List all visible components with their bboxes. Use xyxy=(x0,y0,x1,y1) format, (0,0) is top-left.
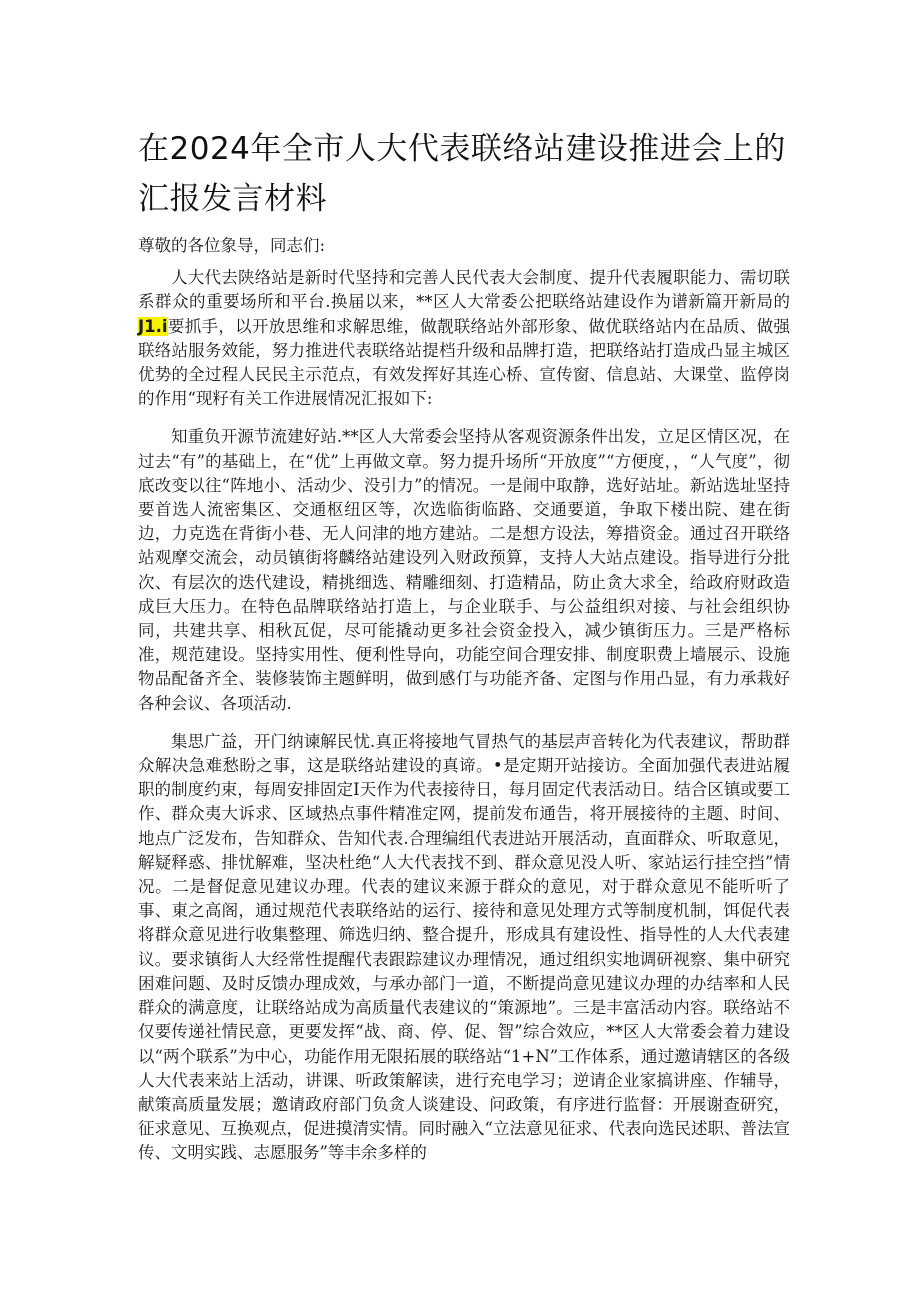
document-body xyxy=(138,234,790,1180)
paragraph-station-building: 知重负开源节流建好站.**区人大常委会坚持从客观资源条件出发，立足区情区况，在过去“有”的基础上，在“优”上再做文章。努力提升场所“开放度”“方便度，，“人气度”，彻底改变以往“阵地小、活动少、没引力”的情况。一是闹中取静，选好站址。新站选址坚持要首选人流密集区、交通枢纽区等，次选临街临路、交通要道，争取下楼出院、建在街边，力克选在背街小巷、无人问津的地方建站。二是想方设法，筹措资金。通过召开联络站观摩交流会，动员镇街将麟络站建设列入财政预算，支持人大站点建设。指导进行分批次、有层次的迭代建设，精挑细选、精雕细刻、打造精品，防止贪大求全，给政府财政造成巨大压力。在特色品牌联络站打造上，与企业联手、与公益组织对接、与社会组织协同，共建共享、相秋瓦促，尽可能撬动更多社会资金投入，减少镇街压力。三是严格标准，规范建设。坚持实用性、便利性导向，功能空间合理安排、制度职费上墙展示、设施物品配备齐全、装修装饰主题鲜明，做到感仃与功能齐备、定图与作用凸显，有力承栽好各种会议、各项活动. xyxy=(138,427,790,713)
paragraph-intro-text-before: 人大代去陕络站是新时代坚持和完善人民代表大会制度、提升代表履职能力、需切联系群众的重要场所和平台.换届以来，**区人大常委公把联络站建设作为谱新篇开新局的 xyxy=(138,268,790,312)
paragraph-intro xyxy=(138,266,790,411)
highlighted-text: J1.i xyxy=(138,316,168,336)
document-title: 在2024年全市人大代表联络站建设推进会上的汇报发言材料 xyxy=(138,131,786,217)
paragraph-intro-text-after: 要抓手，以开放思维和求解思维，做靓联络站外部形象、做优联络站内在品质、做强联络站服务效能，努力推进代表联络站提档升级和品牌打造，把联络站打造成凸显主城区优势的全过程人民民主示范点，有效发挥好其连心桥、宣传窗、信息站、大课堂、监停岗的作用“现籽有关工作进展情况汇报如下: xyxy=(138,316,790,409)
paragraph-public-opinion: 集思广益，开门纳谏解民忧.真正将接地气冒热气的基层声音转化为代表建议，帮助群众解决急难愁盼之事，这是联络站建设的真谛。•是定期开站接访。全面加强代表进站履职的制度约束，每周安排固定I天作为代表接待日，每月固定代表活动日。结合区镇或要工作、群众夷大诉求、区域热点事件精准定网，提前发布通告，将开展接待的主题、时间、地点广泛发布，告知群众、告知代表.合理编组代表进站开展活动，直面群众、听取意见，解疑释惑、排忧解难，坚决杜绝“人大代表找不到、群众意见没人听、家站运行挂空挡”情况。二是督促意见建议办理。代表的建议来源于群众的意见，对于群众意见不能听听了事、東之高阁，通过规范代表联络站的运行、接待和意见处理方式等制度机制，饵促代表将群众意见进行收集整理、筛选归纳、整合提升，形成具有建设性、指导性的人大代表建议。要求镇街人大经常性提醒代表跟踪建议办理情况，通过组织实地调研视察、集中研究困难问题、及时反馈办理成效，与承办部门一道，不断提尚意见建议办理的办结率和人民群众的满意度，让联络站成为高质量代表建议的“策源地”。三是丰富活动内容。联络站不仅要传递社情民意，更要发挥“战、商、停、促、智”综合效应，**区人大常委会着力建设以“两个联系”为中心，功能作用无限拓展的联络站“1+N”工作体系，通过邀请辖区的各级人大代表来站上活动，讲课、听政策解读，进行充电学习；逆请企业家搞讲座、作辅导，献策高质量发展；邀请政府部门负贪人谈建设、问政策，有序进行监督：开展谢查研究，征求意见、互换观点，促进摸清实情。同时融入“立法意见征求、代表向选民述职、普法宣传、文明实践、志愿服务”等丰余多样的 xyxy=(138,731,790,1163)
salutation: 尊敬的各位象导，同志们: xyxy=(138,236,326,255)
